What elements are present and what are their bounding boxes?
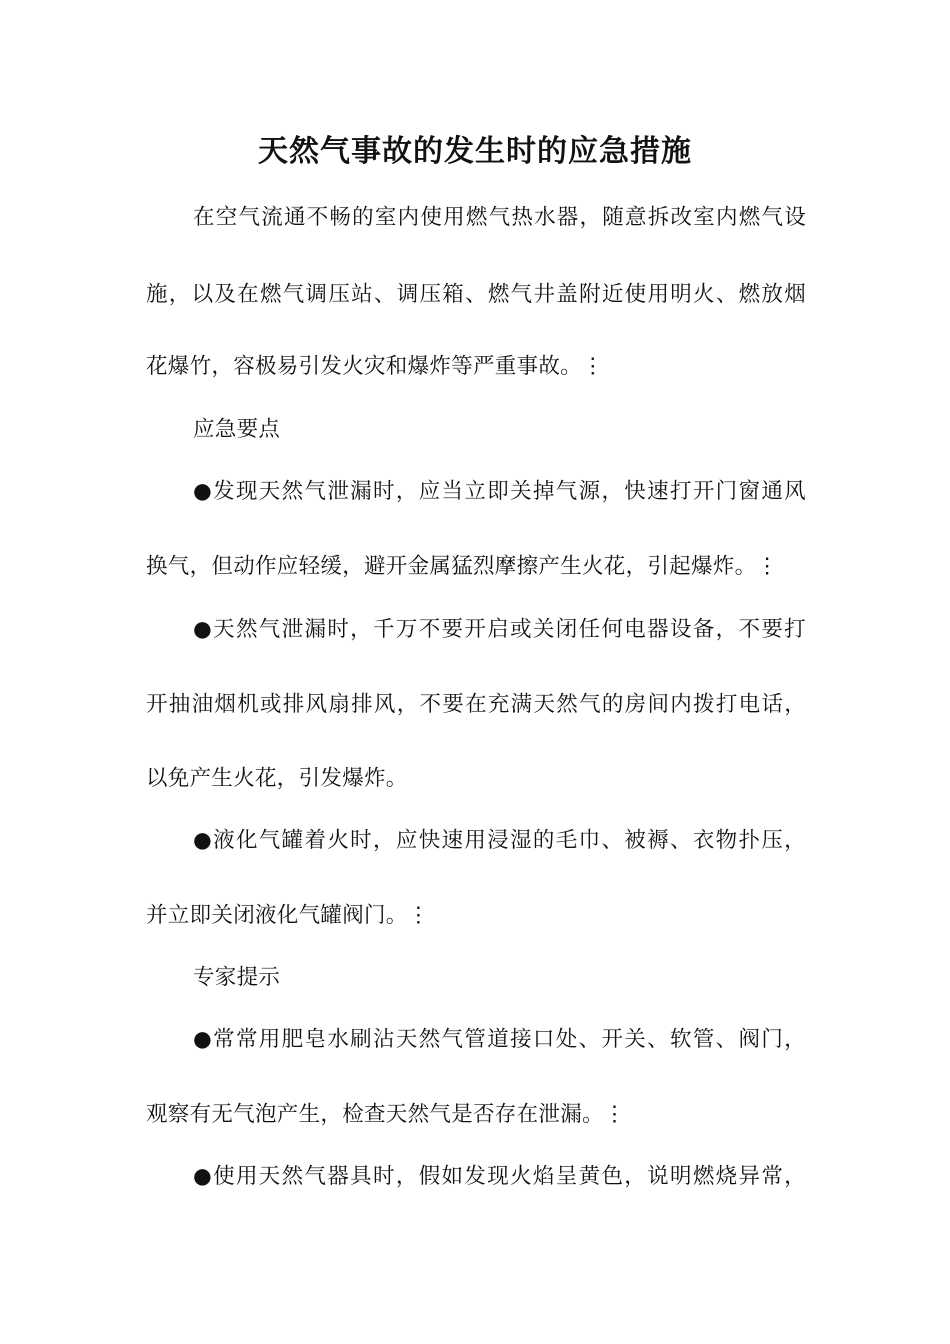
paragraph-line: 以免产生火花，引发爆炸。 — [146, 766, 408, 791]
bullet-line: ●天然气泄漏时，千万不要开启或关闭任何电器设备，不要打 — [193, 617, 806, 642]
bullet-line: ●使用天然气器具时，假如发现火焰呈黄色，说明燃烧异常， — [193, 1164, 806, 1189]
paragraph-line: 并立即关闭液化气罐阀门。⋮ — [146, 903, 430, 928]
section-heading-expert-tips: 专家提示 — [193, 965, 281, 990]
bullet-line: ●常常用肥皂水刷沾天然气管道接口处、开关、软管、阀门， — [193, 1027, 806, 1052]
paragraph-line: 花爆竹，容极易引发火灾和爆炸等严重事故。⋮ — [146, 354, 604, 379]
paragraph-line: 施，以及在燃气调压站、调压箱、燃气井盖附近使用明火、燃放烟 — [146, 282, 806, 307]
paragraph-line: 开抽油烟机或排风扇排风，不要在充满天然气的房间内拨打电话， — [146, 692, 806, 717]
document-title: 天然气事故的发生时的应急措施 — [258, 134, 692, 169]
bullet-line: ●液化气罐着火时，应快速用浸湿的毛巾、被褥、衣物扑压， — [193, 828, 806, 853]
section-heading-emergency-points: 应急要点 — [193, 417, 281, 442]
paragraph-line: 观察有无气泡产生，检查天然气是否存在泄漏。⋮ — [146, 1102, 626, 1127]
paragraph-line: 换气，但动作应轻缓，避开金属猛烈摩擦产生火花，引起爆炸。⋮ — [146, 554, 779, 579]
bullet-line: ●发现天然气泄漏时，应当立即关掉气源，快速打开门窗通风 — [193, 479, 806, 504]
paragraph-line: 在空气流通不畅的室内使用燃气热水器，随意拆改室内燃气设 — [193, 205, 806, 230]
